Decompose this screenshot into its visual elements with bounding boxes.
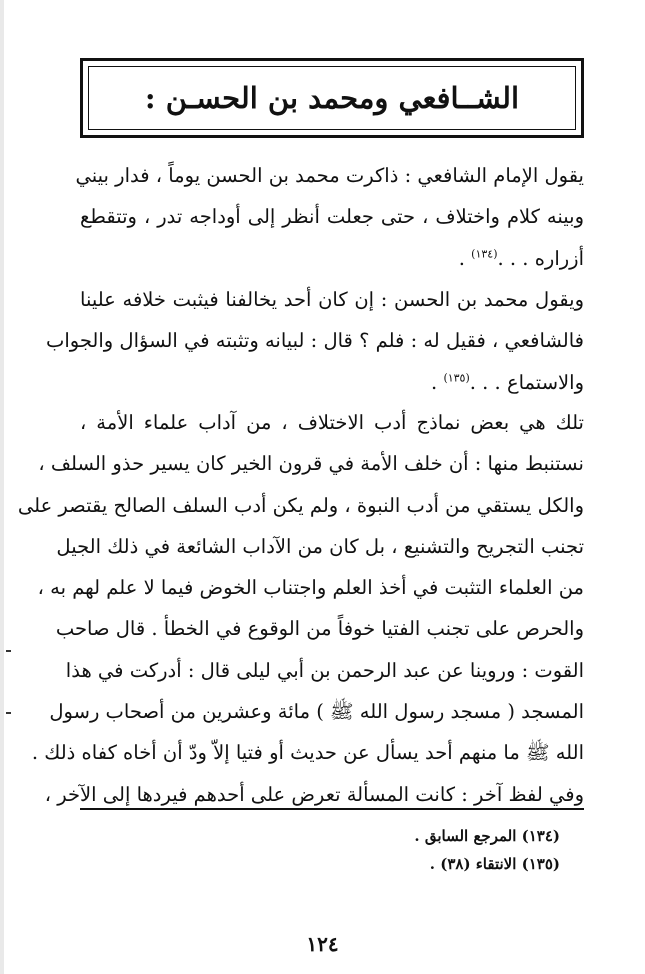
footnote-ref: (١٣٥) <box>443 371 470 385</box>
text-line: المسجد ( مسجد رسول الله ﷺ ) مائة وعشرين من أصحاب رسول <box>49 700 584 724</box>
line-end: . <box>458 246 465 270</box>
title-frame <box>80 58 584 138</box>
text-segment: والاستماع . . . <box>469 370 584 394</box>
text-line: الله ﷺ ما منهم أحد يسأل عن حديث أو فتيا إلاّ ودّ أن أخاه كفاه ذلك . <box>31 741 584 765</box>
margin-mark <box>6 712 11 714</box>
margin-mark <box>6 650 11 652</box>
line-end: . <box>431 370 438 394</box>
text-line: وبينه كلام واختلاف ، حتى جعلت أنظر إلى أوداجه تدر ، وتتقطع <box>80 205 584 229</box>
text-line: والحرص على تجنب الفتيا خوفاً من الوقوع في الخطأ . قال صاحب <box>55 617 584 641</box>
text-line: يقول الإمام الشافعي : ذاكرت محمد بن الحسن يوماً ، فدار بيني <box>75 164 584 187</box>
text-line: فالشافعي ، فقيل له : فلم ؟ قال : لبيانه وتثبته في السؤال والجواب <box>46 329 584 353</box>
title-inner-frame <box>88 66 576 130</box>
text-line: نستنبط منها : أن خلف الأمة في قرون الخير كان يسير حذو السلف ، <box>38 452 584 476</box>
footnotes <box>80 822 560 878</box>
text-line: وفي لفظ آخر : كانت المسألة تعرض على أحدهم فيردها إلى الآخر ، <box>44 782 584 806</box>
paragraph-3 <box>17 402 584 815</box>
text-line: تجنب التجريح والتشنيع ، بل كان من الآداب الشائعة في ذلك الجيل <box>56 534 584 558</box>
text-segment: أزراره . . . <box>497 246 584 270</box>
footnote-divider <box>80 808 584 810</box>
text-line: من العلماء التثبت في أخذ العلم واجتناب الخوض فيما لا علم لهم به ، <box>37 576 584 600</box>
scan-edge <box>0 0 4 974</box>
text-line <box>80 238 584 279</box>
text-line: القوت : وروينا عن عبد الرحمن بن أبي ليلى قال : أدركت في هذا <box>65 658 584 682</box>
footnote-134: (١٣٤) المرجع السابق . <box>414 827 560 845</box>
text-line: تلك هي بعض نماذج أدب الاختلاف ، من آداب علماء الأمة ، <box>80 411 584 434</box>
text-line <box>80 362 584 403</box>
paragraph-1 <box>75 155 584 279</box>
page-number: ١٢٤ <box>306 932 339 956</box>
section-title: الشــافعي ومحمد بن الحسـن : <box>144 81 520 115</box>
text-line: ويقول محمد بن الحسن : إن كان أحد يخالفنا فيثبت خلافه علينا <box>80 288 584 311</box>
paragraph-2 <box>46 279 584 403</box>
text-line: والكل يستقي من أدب النبوة ، ولم يكن أدب السلف الصالح يقتصر على <box>17 493 584 517</box>
footnote-135: (١٣٥) الانتقاء (٣٨) . <box>429 855 560 873</box>
footnote-ref: (١٣٤) <box>471 247 498 261</box>
